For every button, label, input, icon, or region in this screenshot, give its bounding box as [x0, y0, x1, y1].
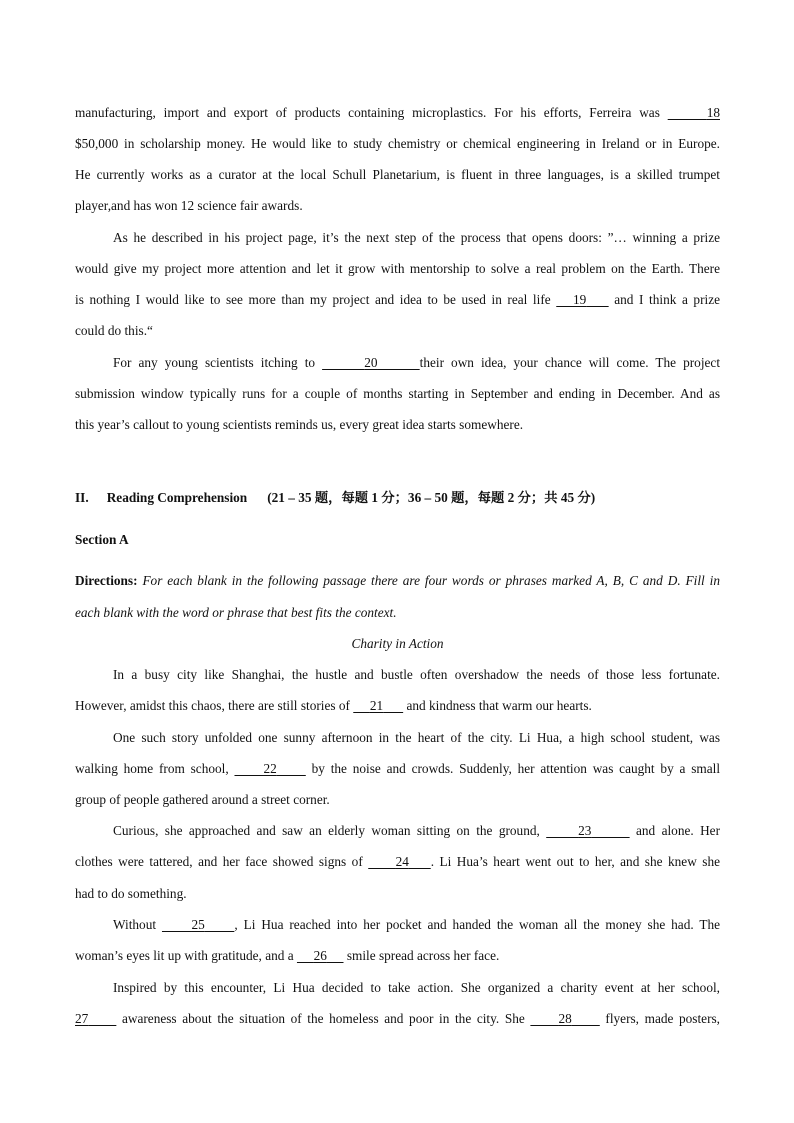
directions-line-2: each blank with the word or phrase that best fits the context.: [75, 605, 397, 620]
section-points: (21 – 35 题，每题 1 分；36 – 50 题，每题 2 分；共 45 分): [267, 490, 596, 505]
passage2-line-9: [113, 917, 720, 933]
passage1-line-6: would give my project more attention and let it grow with mentorship to solve a real problem on the Earth. There: [75, 261, 720, 276]
text: , Li Hua reached into her pocket and handed the woman all the money she had. The: [234, 917, 721, 932]
blank-25: 25: [191, 917, 205, 932]
text: However, amidst this chaos, there are still stories of: [75, 698, 350, 713]
directions-line-1: [75, 573, 720, 589]
section-heading: [75, 490, 720, 506]
text: by the noise and crowds. Suddenly, her attention was caught by a small: [311, 761, 721, 776]
text: and alone. Her: [636, 823, 720, 838]
passage2-line-11: Inspired by this encounter, Li Hua decided to take action. She organized a charity event at her school,: [113, 980, 720, 995]
text: clothes were tattered, and her face showed signs of: [75, 854, 363, 869]
text: and I think a prize: [614, 292, 721, 307]
text: Curious, she approached and saw an elderly woman sitting on the ground,: [113, 823, 540, 838]
passage2-line-5: group of people gathered around a street corner.: [75, 792, 330, 807]
passage1-line-4: player,and has won 12 science fair awards.: [75, 198, 303, 213]
passage-title: Charity in Action: [351, 636, 444, 651]
text: manufacturing, import and export of products containing microplastics. For his efforts, Ferreira was: [75, 105, 660, 120]
blank-28: 28: [558, 1011, 572, 1026]
passage2-line-1: In a busy city like Shanghai, the hustle and bustle often overshadow the needs of those less fortunate.: [113, 667, 720, 682]
passage1-line-8: could do this.“: [75, 323, 153, 338]
blank-23: 23: [578, 823, 592, 838]
text: walking home from school,: [75, 761, 229, 776]
text: For any young scientists itching to: [113, 355, 316, 370]
blank-27: 27: [75, 1011, 89, 1026]
passage1-line-3: He currently works as a curator at the local Schull Planetarium, is fluent in three languages, is a skilled trumpet: [75, 167, 720, 182]
passage1-line-7: [75, 292, 720, 308]
text: Without: [113, 917, 157, 932]
text: their own idea, your chance will come. The project: [419, 355, 721, 370]
text: . Li Hua’s heart went out to her, and she knew she: [430, 854, 720, 869]
passage1-line-5: As he described in his project page, it’s the next step of the process that opens doors: ”… winning a prize: [113, 230, 720, 245]
section-title: Reading Comprehension: [106, 490, 248, 505]
blank-18: 18: [706, 105, 720, 120]
blank-19: 19: [573, 292, 587, 307]
blank-26: 26: [313, 948, 327, 963]
directions-label: Directions:: [75, 573, 138, 588]
blank-20: 20: [364, 355, 378, 370]
blank-21: 21: [369, 698, 384, 713]
text: is nothing I would like to see more than my project and idea to be used in real life: [75, 292, 551, 307]
text: awareness about the situation of the homeless and poor in the city. She: [121, 1011, 525, 1026]
text: and kindness that warm our hearts.: [406, 698, 592, 713]
blank-24: 24: [395, 854, 409, 869]
passage2-line-7: [75, 854, 720, 870]
passage1-line-1: [75, 105, 720, 121]
blank-22: 22: [263, 761, 277, 776]
text: smile spread across her face.: [346, 948, 500, 963]
section-number: II.: [75, 490, 89, 505]
passage2-line-12: [75, 1011, 720, 1027]
passage2-line-8: had to do something.: [75, 886, 187, 901]
passage2-line-3: One such story unfolded one sunny afternoon in the heart of the city. Li Hua, a high school student, was: [113, 730, 720, 745]
text: woman’s eyes lit up with gratitude, and a: [75, 948, 294, 963]
directions-text: For each blank in the following passage there are four words or phrases marked A, B, C and D. Fill in: [142, 573, 720, 588]
text: flyers, made posters,: [605, 1011, 720, 1026]
passage2-line-10: [75, 948, 720, 964]
passage1-line-10: submission window typically runs for a couple of months starting in September and ending in December. And as: [75, 386, 720, 401]
passage2-line-4: [75, 761, 720, 777]
passage1-line-9: [113, 355, 720, 371]
passage2-line-6: [113, 823, 720, 839]
passage1-line-11: this year’s callout to young scientists reminds us, every great idea starts somewhere.: [75, 417, 524, 432]
section-a-label: Section A: [75, 532, 129, 547]
passage1-line-2: $50,000 in scholarship money. He would like to study chemistry or chemical engineering in Ireland or in Europe.: [75, 136, 720, 151]
passage2-line-2: [75, 698, 720, 714]
